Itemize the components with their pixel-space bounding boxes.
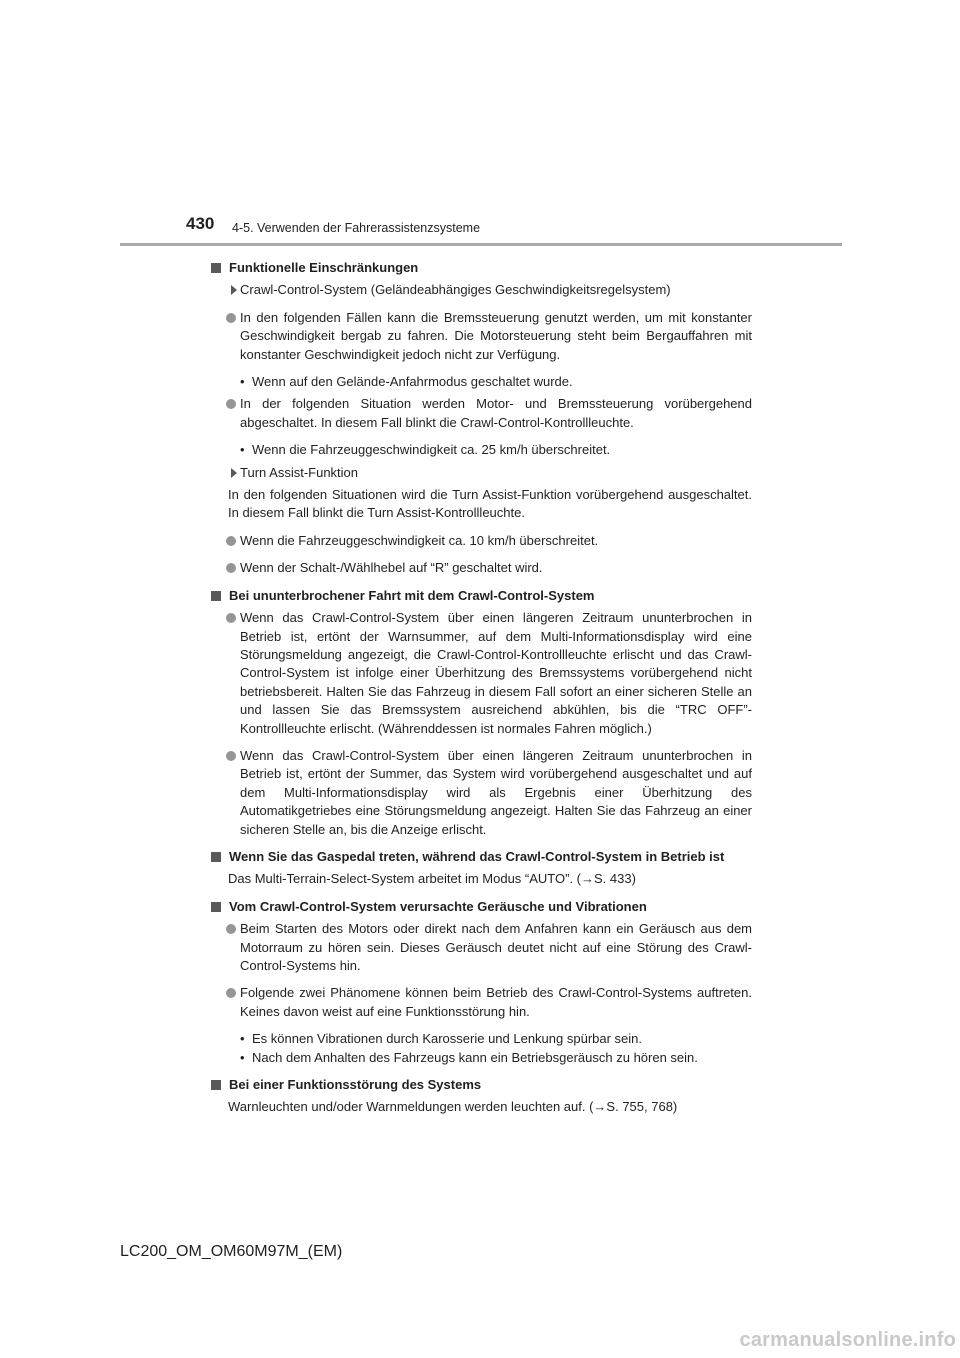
circle-bullet-icon <box>226 988 236 998</box>
heading-noise-vibration <box>210 898 752 916</box>
sub-list-text: Wenn auf den Gelände-Anfahrmodus geschaltet wurde. <box>252 374 573 390</box>
paragraph: In den folgenden Situationen wird die Turn Assist-Funktion vorübergehend ausgeschaltet. In diesem Fall blinkt die Turn Assist-Kontrollleuchte. <box>228 487 752 521</box>
square-bullet-icon <box>211 591 221 601</box>
heading-text: Funktionelle Einschränkungen <box>229 260 419 275</box>
circle-bullet-icon <box>226 924 236 934</box>
circle-bullet-icon <box>226 399 236 409</box>
sub-list-text: Wenn die Fahrzeuggeschwindigkeit ca. 25 km/h überschreitet. <box>252 442 611 458</box>
bullet-item <box>210 559 752 577</box>
bullet-item <box>210 984 752 1021</box>
subheading-text: Crawl-Control-System (Geländeabhängiges Geschwindigkeitsregelsystem) <box>240 282 671 298</box>
page-content <box>210 255 752 1117</box>
header-divider <box>120 243 842 246</box>
sub-list-item <box>210 373 752 391</box>
bullet-item <box>210 920 752 975</box>
heading-malfunction <box>210 1076 752 1094</box>
square-bullet-icon <box>211 1080 221 1090</box>
watermark: carmanualsonline.info <box>739 1329 956 1351</box>
heading-accelerator-pedal <box>210 848 752 866</box>
bullet-item <box>210 309 752 364</box>
sub-list-item <box>210 1049 752 1067</box>
dot-marker-icon: • <box>240 1049 245 1065</box>
heading-text: Wenn Sie das Gaspedal treten, während das Crawl-Control-System in Betrieb ist <box>229 848 725 864</box>
bullet-text: Folgende zwei Phänomene können beim Betrieb des Crawl-Control-Systems auftreten. Keines davon weist auf eine Funktionsstörung hin. <box>240 985 752 1019</box>
subheading-crawl-control <box>210 281 752 299</box>
bullet-text: Wenn das Crawl-Control-System über einen längeren Zeitraum ununterbrochen in Betrieb ist, ertönt der Warnsummer, auf dem Multi-Informationsdisplay wird eine Störungsmeldung angezeigt, die Crawl-Control-Kontrollleuchte erlischt und das Crawl-Control-System ist infolge einer Überhitzung des Bremssystems vorübergehend nicht betriebsbereit. Halten Sie das Fahrzeug in diesem Fall sofort an einer sicheren Stelle an und lassen Sie das Bremssystem ausreichend abkühlen, bis die “TRC OFF”-Kontrollleuchte erlischt. (Währenddessen ist normales Fahren möglich.) <box>240 610 752 736</box>
triangle-marker-icon <box>231 468 237 478</box>
bullet-text: In der folgenden Situation werden Motor- und Bremssteuerung vorübergehend abgeschaltet. In diesem Fall blinkt die Crawl-Control-Kontrollleuchte. <box>240 396 752 430</box>
heading-text: Vom Crawl-Control-System verursachte Geräusche und Vibrationen <box>229 898 647 914</box>
bullet-item <box>210 532 752 550</box>
paragraph: Warnleuchten und/oder Warnmeldungen werden leuchten auf. (→S. 755, 768) <box>228 1099 678 1115</box>
heading-text: Bei einer Funktionsstörung des Systems <box>229 1077 482 1093</box>
bullet-text: Wenn die Fahrzeuggeschwindigkeit ca. 10 km/h überschreitet. <box>240 532 599 548</box>
paragraph: Das Multi-Terrain-Select-System arbeitet im Modus “AUTO”. (→S. 433) <box>228 871 636 887</box>
dot-marker-icon: • <box>240 442 245 458</box>
square-bullet-icon <box>211 852 221 862</box>
sub-list-item <box>210 441 752 459</box>
heading-functional-limitations <box>210 259 752 277</box>
circle-bullet-icon <box>226 313 236 323</box>
triangle-marker-icon <box>231 285 237 295</box>
heading-continuous-operation <box>210 587 752 605</box>
bullet-item <box>210 747 752 839</box>
document-code: LC200_OM_OM60M97M_(EM) <box>120 1243 343 1260</box>
bullet-text: In den folgenden Fällen kann die Bremssteuerung genutzt werden, um mit konstanter Geschwindigkeit bergab zu fahren. Die Motorsteuerung steht beim Bergauffahren mit konstanter Geschwindigkeit jedoch nicht zur Verfügung. <box>240 309 752 362</box>
square-bullet-icon <box>211 263 221 273</box>
circle-bullet-icon <box>226 536 236 546</box>
heading-text: Bei ununterbrochener Fahrt mit dem Crawl-Control-System <box>229 587 595 603</box>
bullet-item <box>210 395 752 432</box>
square-bullet-icon <box>211 902 221 912</box>
circle-bullet-icon <box>226 563 236 573</box>
bullet-text: Wenn der Schalt-/Wählhebel auf “R” geschaltet wird. <box>240 560 543 576</box>
dot-marker-icon: • <box>240 374 245 390</box>
bullet-text: Beim Starten des Motors oder direkt nach dem Anfahren kann ein Geräusch aus dem Motorraum zu hören sein. Dieses Geräusch deutet nicht auf eine Störung des Crawl-Control-Systems hin. <box>240 921 752 973</box>
circle-bullet-icon <box>226 613 236 623</box>
bullet-item <box>210 609 752 738</box>
dot-marker-icon: • <box>240 1031 245 1047</box>
bullet-text: Wenn das Crawl-Control-System über einen längeren Zeitraum ununterbrochen in Betrieb ist, ertönt der Summer, das System wird vorübergehend ausgeschaltet und auf dem Multi-Informationsdisplay wird als Ergebnis einer Überhitzung des Automatikgetriebes eine Störungsmeldung angezeigt. Halten Sie das Fahrzeug an einer sicheren Stelle an, bis die Anzeige erlischt. <box>240 747 752 837</box>
section-title: 4-5. Verwenden der Fahrerassistenzsysteme <box>232 221 481 235</box>
sub-list-text: Nach dem Anhalten des Fahrzeugs kann ein Betriebsgeräusch zu hören sein. <box>252 1049 698 1065</box>
sub-list-item <box>210 1030 752 1048</box>
page-number: 430 <box>186 214 215 233</box>
subheading-turn-assist <box>210 464 752 482</box>
sub-list-text: Es können Vibrationen durch Karosserie und Lenkung spürbar sein. <box>252 1031 643 1047</box>
circle-bullet-icon <box>226 751 236 761</box>
subheading-text: Turn Assist-Funktion <box>240 464 359 480</box>
